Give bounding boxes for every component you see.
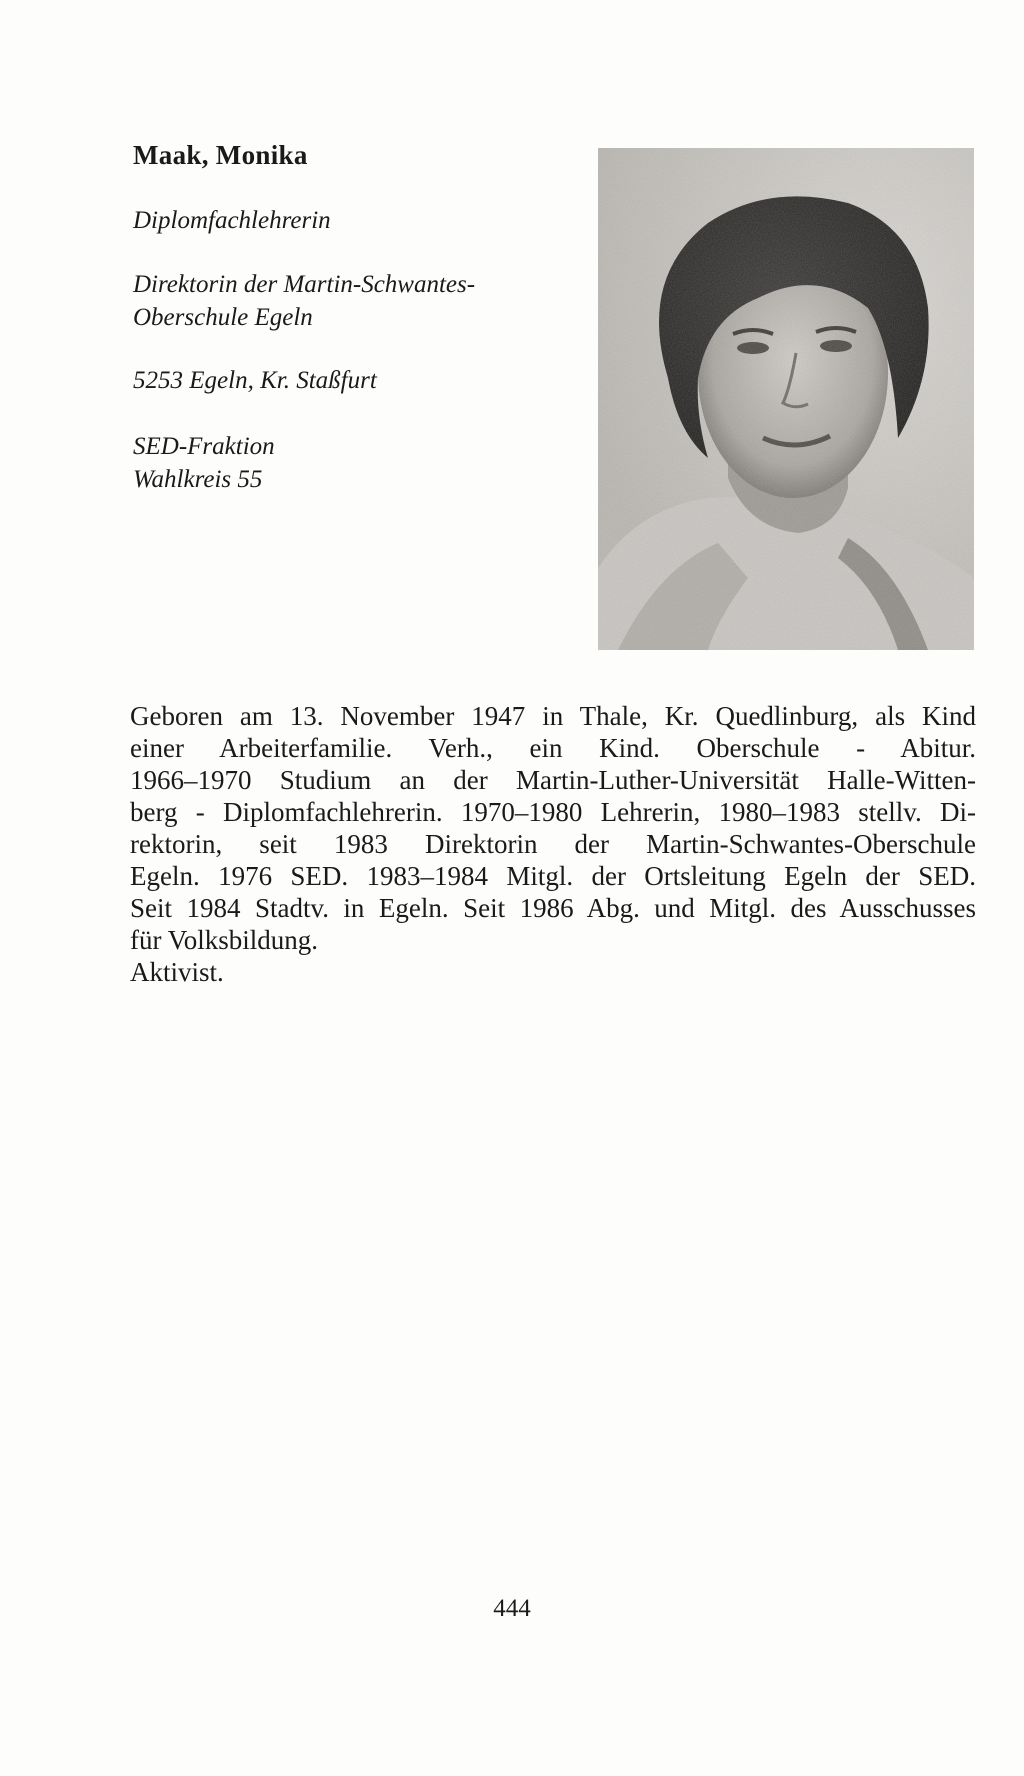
person-name: Maak, Monika bbox=[133, 140, 308, 170]
biography-line: Seit 1984 Stadtv. in Egeln. Seit 1986 Abg. und Mitgl. des Ausschusses bbox=[130, 893, 976, 923]
biography-line: für Volksbildung. bbox=[130, 925, 319, 955]
person-position bbox=[133, 268, 475, 334]
biography-line: 1966–1970 Studium an der Martin-Luther-Universität Halle-Witten- bbox=[130, 765, 976, 795]
biography-line: Geboren am 13. November 1947 in Thale, Kr. Quedlinburg, als Kind bbox=[130, 701, 976, 731]
biography-line: berg - Diplomfachlehrerin. 1970–1980 Lehrerin, 1980–1983 stellv. Di- bbox=[130, 797, 976, 827]
biography-line: Egeln. 1976 SED. 1983–1984 Mitgl. der Ortsleitung Egeln der SED. bbox=[130, 861, 976, 891]
biography-text bbox=[130, 700, 976, 988]
page-number: 444 bbox=[493, 1595, 531, 1622]
entry-header bbox=[133, 138, 573, 493]
portrait-photo bbox=[598, 148, 974, 650]
biography-line: rektorin, seit 1983 Direktorin der Martin-Schwantes-Oberschule bbox=[130, 829, 976, 859]
person-address: 5253 Egeln, Kr. Staßfurt bbox=[133, 367, 377, 394]
position-line-1: Direktorin der Martin-Schwantes- bbox=[133, 271, 476, 298]
position-line-2: Oberschule Egeln bbox=[133, 304, 313, 331]
constituency: Wahlkreis 55 bbox=[133, 466, 263, 493]
person-title: Diplomfachlehrerin bbox=[133, 207, 331, 234]
faction: SED-Fraktion bbox=[133, 433, 275, 460]
biography-line: einer Arbeiterfamilie. Verh., ein Kind. Oberschule - Abitur. bbox=[130, 733, 976, 763]
biography-line: Aktivist. bbox=[130, 957, 224, 987]
person-affiliation bbox=[133, 430, 275, 496]
